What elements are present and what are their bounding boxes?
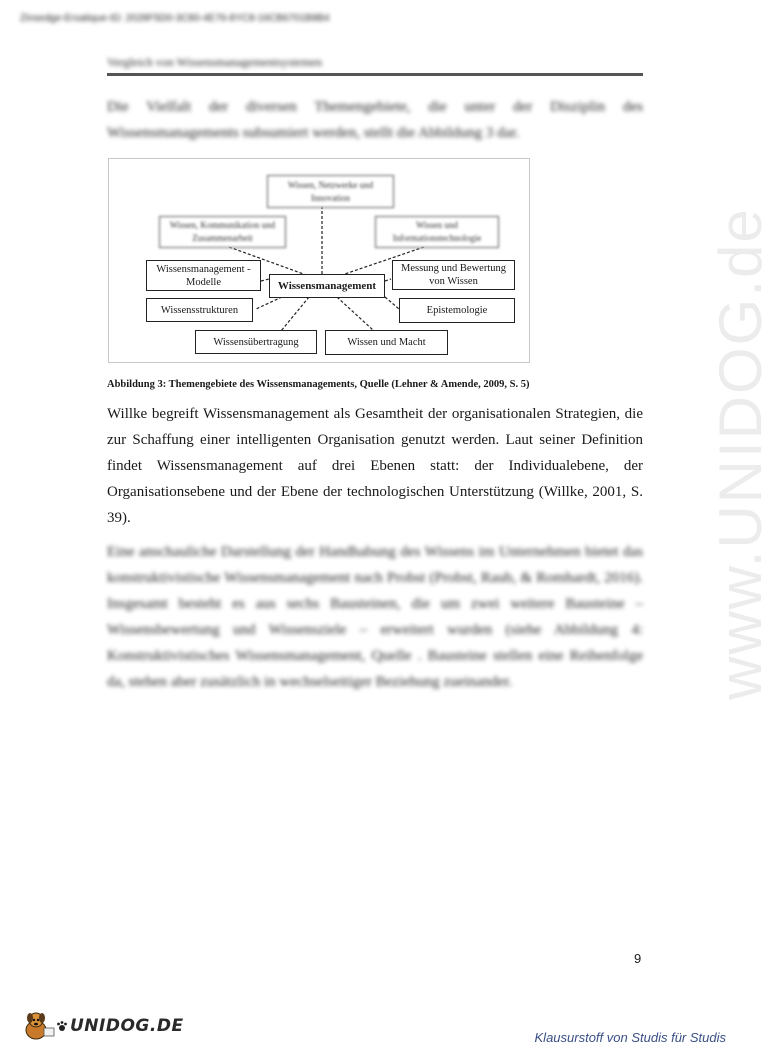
document-id: Zinsedge-Ersatique-ID: 2028F5D0-3C80-4E76-8YC8-16CB6701B8B4 xyxy=(20,13,330,24)
header-rule xyxy=(107,73,643,76)
dog-mascot-icon xyxy=(22,1010,56,1042)
footer-logo xyxy=(22,1010,184,1042)
intro-paragraph: Die Vielfalt der diversen Themengebiete, die unter der Disziplin des Wissensmanagements subsumiert werden, stellt die Abbildung 3 dar. xyxy=(107,99,643,141)
topic-box-epistemology: Epistemologie xyxy=(399,298,515,323)
page-number: 9 xyxy=(634,951,642,966)
paw-print-icon xyxy=(56,1020,68,1032)
footer-tagline: Klausurstoff von Studis für Studis xyxy=(534,1030,726,1045)
logo-text: UNIDOG.DE xyxy=(70,1016,184,1036)
topic-box-knowledge-management: Wissensmanagement xyxy=(269,274,385,298)
topic-box-transfer: Wissensübertragung xyxy=(195,330,317,354)
topic-box-power: Wissen und Macht xyxy=(325,330,448,355)
topic-box-innovation: Wissen, Netzwerke und Innovation xyxy=(267,175,394,208)
blurred-paragraph: Eine anschauliche Darstellung der Handhabung des Wissens im Unternehmen bietet das konstruktivistische Wissensmanagement nach Probst (Probst, Raub, & Romhardt, 2016). Insgesamt besteht es aus sechs Bausteinen, die um zwei weitere Bausteine – Wissensbewertung und Wissensziele – erweitert wurden (siehe Abbildung 4: Konstruktivistisches Wissensmanagement, Quelle . Bausteine stellen eine Reihenfolge da, stehen aber zusätzlich in wechselseitiger Beziehung zueinander. xyxy=(107,544,643,690)
watermark: www.UNIDOG.de xyxy=(707,207,774,700)
figure-caption: Abbildung 3: Themengebiete des Wissensmanagements, Quelle (Lehner & Amende, 2009, S. 5) xyxy=(107,379,530,390)
topic-box-measurement: Messung und Bewertung von Wissen xyxy=(392,260,515,290)
running-title: Vergleich von Wissensmanagementsystemen xyxy=(107,55,323,69)
topic-box-collaboration: Wissen, Kommunikation und Zusammenarbeit xyxy=(159,216,286,248)
figure-knowledge-topics xyxy=(108,158,530,363)
topic-box-information-technology: Wissen und Informationstechnologie xyxy=(375,216,499,248)
main-paragraph: Willke begreift Wissensmanagement als Gesamtheit der organisationalen Strategien, die zur Schaffung einer intelligenten Organisation genutzt werden. Laut seiner Definition findet Wissensmanagement auf drei Ebenen statt: der Individualebene, der Organisationsebene und der Ebene der technologischen Unterstützung (Willke, 2001, S. 39). xyxy=(107,406,643,526)
topic-box-structures: Wissensstrukturen xyxy=(146,298,253,322)
topic-box-models: Wissensmanagement - Modelle xyxy=(146,260,261,291)
